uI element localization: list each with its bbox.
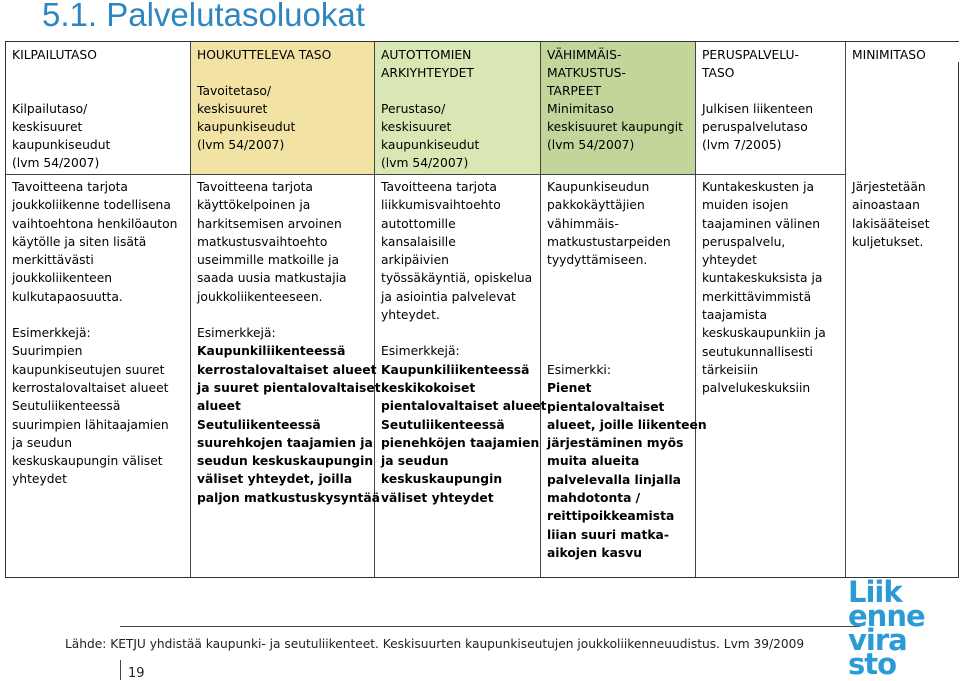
column-header	[191, 42, 374, 175]
description-line: Tavoitteena tarjota	[197, 180, 313, 194]
column-body	[191, 176, 381, 507]
column-header-line: HOUKUTTELEVA TASO	[197, 48, 332, 62]
description-line: palvelukeskuksiin	[702, 381, 811, 396]
footer-divider	[120, 626, 860, 627]
column-header-line: kaupunkiseudut	[381, 138, 480, 152]
example-line: ja seudun	[381, 454, 449, 469]
example-line: Kaupunkiliikenteessä	[381, 362, 530, 377]
description-line: vaihtoehtona henkilöauton	[12, 216, 178, 231]
description-line: tärkeisiin	[702, 362, 759, 377]
description-line: keskuskaupunkiin ja	[702, 326, 826, 341]
page-title: 5.1. Palvelutasoluokat	[42, 0, 365, 33]
description-line: kansalaisille	[381, 234, 456, 249]
description-line: ja asiointia palvelevat	[381, 289, 516, 304]
service-level-table	[5, 41, 959, 578]
example-line: palvelevalla linjalla	[547, 472, 681, 487]
spacer	[197, 306, 370, 324]
column-header	[541, 42, 695, 175]
spacer	[12, 306, 186, 324]
column-header-line: kaupunkiseudut	[12, 138, 111, 152]
example-line: yhteydet	[12, 472, 67, 487]
example-line: aikojen kasvu	[547, 545, 642, 560]
example-line: Pienet	[547, 381, 592, 396]
column-header-line: PERUSPALVELU-	[702, 48, 799, 62]
column-header-line: Minimitaso	[547, 102, 614, 116]
column-header-line: (lvm 54/2007)	[12, 156, 100, 170]
example-line: ja seudun	[12, 435, 73, 450]
example-line: pientalovaltaiset	[547, 399, 665, 414]
description-line: joukkoliikenteeseen.	[197, 289, 323, 304]
description-line: ainoastaan	[852, 198, 920, 213]
example-line: pientalovaltaiset alueet	[381, 399, 547, 414]
example-line: Seutuliikenteessä	[197, 417, 321, 432]
description-line: taajaminen välinen	[702, 216, 821, 231]
column-header-line: Kilpailutaso/	[12, 102, 88, 116]
column-header-line: VÄHIMMÄIS-	[547, 48, 622, 62]
page-number: 19	[128, 666, 145, 681]
example-line: suurimpien lähitaajamien	[12, 417, 169, 432]
column-header-line: peruspalvelutaso	[702, 120, 808, 134]
column-header-line	[197, 64, 370, 82]
liikennevirasto-logo	[848, 575, 928, 681]
spacer	[381, 324, 536, 342]
column-body	[696, 176, 845, 398]
description-line: muiden isojen	[702, 198, 789, 213]
example-line: kaupunkiseutujen suuret	[12, 362, 165, 377]
column-header-line	[381, 82, 536, 100]
description-line: joukkoliikenteen	[12, 271, 113, 286]
example-line: alueet	[197, 399, 241, 414]
description-line: käyttökelpoinen ja	[197, 198, 311, 213]
description-line: useimmille matkoille ja	[197, 253, 340, 268]
example-line: kerrostalovaltaiset alueet	[12, 380, 169, 395]
column-header	[846, 42, 960, 62]
example-line: järjestäminen myös	[547, 436, 684, 451]
column-header-line: (lvm 54/2007)	[547, 138, 635, 152]
example-line: keskikokoiset	[381, 380, 476, 395]
example-line: paljon matkustuskysyntää	[197, 490, 380, 505]
column-header-line: Tavoitetaso/	[197, 84, 272, 98]
description-line: peruspalvelu,	[702, 234, 786, 249]
table-column	[375, 42, 547, 577]
description-line: työssäkäyntiä, opiskelua	[381, 271, 533, 286]
description-line: kulkutapaosuutta.	[12, 289, 123, 304]
example-line: Seutuliikenteessä	[381, 417, 505, 432]
column-header-line: keskisuuret	[12, 120, 83, 134]
description-line: Tavoitteena tarjota	[381, 180, 497, 194]
page-number-divider	[120, 660, 121, 680]
column-header-line: kaupunkiseudut	[197, 120, 296, 134]
column-body	[846, 176, 960, 251]
column-header-line: keskisuuret kaupungit	[547, 120, 683, 134]
description-line: pakkokäyttäjien	[547, 198, 645, 213]
example-line: reittipoikkeamista	[547, 509, 675, 524]
example-line: pienehköjen taajamien	[381, 435, 540, 450]
example-line: muita alueita	[547, 454, 640, 469]
example-line: liian suuri matka-	[547, 527, 669, 542]
table-column	[541, 42, 707, 577]
column-header-line: MATKUSTUS-	[547, 66, 626, 80]
examples-heading: Esimerkkejä:	[197, 326, 276, 341]
column-header-line	[12, 64, 186, 82]
description-line: lakisääteiset	[852, 216, 930, 231]
description-line: yhteydet.	[381, 308, 440, 323]
example-line: alueet, joille liikenteen	[547, 417, 707, 432]
table-column	[191, 42, 381, 577]
column-header	[6, 42, 190, 175]
description-line: kuntakeskuksista ja	[702, 271, 823, 286]
column-header-line: keskisuuret	[381, 120, 452, 134]
column-header-line: MINIMITASO	[852, 48, 926, 62]
example-line: seudun keskuskaupungin	[197, 454, 374, 469]
example-line: väliset yhteydet	[381, 490, 494, 505]
description-line: yhteydet	[702, 253, 757, 268]
example-line: Suurimpien	[12, 344, 83, 359]
description-line: Kaupunkiseudun	[547, 180, 650, 194]
description-line: merkittävästi	[12, 253, 94, 268]
table-column	[846, 42, 960, 577]
column-header	[696, 42, 845, 175]
description-line: arkipäivien	[381, 253, 449, 268]
logo-line: vira	[848, 623, 907, 657]
column-header-line: AUTOTTOMIEN	[381, 48, 472, 62]
logo-line: enne	[848, 599, 925, 633]
description-line: autottomille	[381, 216, 456, 231]
column-body	[541, 176, 707, 562]
description-line: matkustusvaihtoehto	[197, 234, 328, 249]
spacer	[547, 269, 691, 361]
column-header-line	[12, 82, 186, 100]
example-line: suurehkojen taajamien ja	[197, 435, 373, 450]
column-header-line	[702, 82, 841, 100]
column-header-line: Julkisen liikenteen	[702, 102, 814, 116]
column-header-line: KILPAILUTASO	[12, 48, 97, 62]
description-line: joukkoliikenne todellisena	[12, 198, 171, 213]
description-line: Kuntakeskusten ja	[702, 180, 815, 194]
column-header-line: Perustaso/	[381, 102, 446, 116]
description-line: seutukunnallisesti	[702, 344, 813, 359]
description-line: Tavoitteena tarjota	[12, 180, 128, 194]
description-line: Järjestetään	[852, 180, 926, 194]
logo-line: sto	[848, 647, 897, 681]
description-line: matkustustarpeiden	[547, 234, 671, 249]
column-header-line: keskisuuret	[197, 102, 268, 116]
example-line: keskuskaupungin väliset	[12, 454, 163, 469]
column-header-line: TASO	[702, 66, 735, 80]
description-line: merkittävimmistä	[702, 289, 812, 304]
example-line: Seutuliikenteessä	[12, 399, 121, 414]
example-line: Kaupunkiliikenteessä	[197, 344, 346, 359]
description-line: tyydyttämiseen.	[547, 253, 648, 268]
description-line: kuljetukset.	[852, 234, 924, 249]
examples-heading: Esimerkkejä:	[381, 344, 460, 359]
example-line: väliset yhteydet, joilla	[197, 472, 353, 487]
table-column	[6, 42, 191, 577]
column-header-line: ARKIYHTEYDET	[381, 66, 474, 80]
example-line: mahdotonta /	[547, 491, 641, 506]
examples-heading: Esimerkkejä:	[12, 326, 91, 341]
example-line: kerrostalovaltaiset alueet	[197, 362, 377, 377]
examples-heading: Esimerkki:	[547, 362, 611, 377]
logo-line: Liik	[848, 575, 902, 609]
description-line: vähimmäis-	[547, 216, 619, 231]
table-column	[696, 42, 846, 577]
description-line: saada uusia matkustajia	[197, 271, 347, 286]
description-line: harkitsemisen arvoinen	[197, 216, 342, 231]
source-footer: Lähde: KETJU yhdistää kaupunki- ja seutuliikenteet. Keskisuurten kaupunkiseutujen joukkoliikenneuudistus. Lvm 39/2009	[65, 637, 805, 651]
example-line: ja suuret pientalovaltaiset	[197, 380, 381, 395]
column-header-line: (lvm 54/2007)	[197, 138, 285, 152]
description-line: liikkumisvaihtoehto	[381, 198, 501, 213]
column-header	[375, 42, 540, 175]
description-line: käytölle ja siten lisätä	[12, 234, 147, 249]
column-header-line: TARPEET	[547, 84, 601, 98]
column-body	[375, 176, 547, 507]
column-header-line: (lvm 7/2005)	[702, 138, 782, 152]
example-line: keskuskaupungin	[381, 472, 503, 487]
column-body	[6, 176, 190, 489]
column-header-line: (lvm 54/2007)	[381, 156, 469, 170]
description-line: taajamista	[702, 308, 768, 323]
